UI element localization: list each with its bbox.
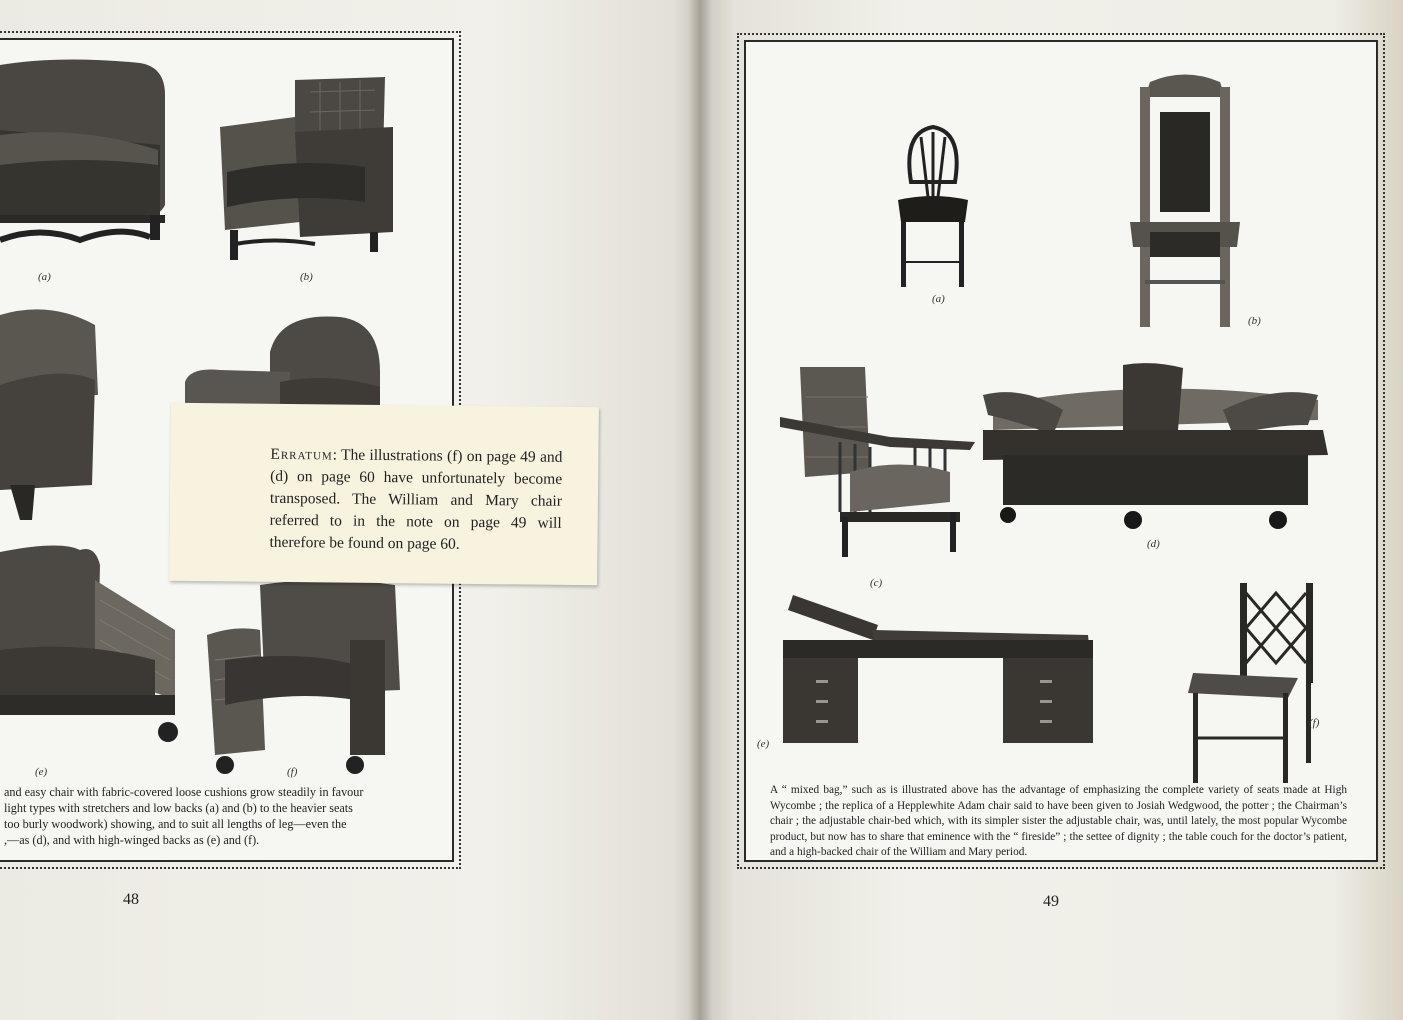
figure-sofa-a [0, 55, 175, 255]
figure-wingchair-f [205, 580, 405, 775]
figure-adjustable-chair-c [780, 362, 975, 567]
erratum-heading: Erratum [270, 445, 333, 464]
figure-clubchair-d [180, 312, 385, 412]
left-caption-line-1: and easy chair with fabric-covered loose cushions grow steadily in favour [4, 785, 364, 799]
right-label-f: (f) [1309, 717, 1320, 729]
erratum-text [269, 444, 562, 557]
right-page-number: 49 [1043, 893, 1059, 910]
left-label-b: (b) [300, 271, 313, 283]
right-label-d: (d) [1147, 538, 1160, 550]
erratum-slip [169, 403, 599, 585]
left-caption-line-2: light types with stretchers and low backs (a) and (b) to the heavier seats [4, 801, 353, 815]
figure-armchair-b [215, 72, 395, 267]
figure-highback-chair-f [1188, 578, 1318, 788]
left-label-e: (e) [35, 766, 48, 778]
left-caption-line-3: too burly woodwork) showing, and to suit all lengths of leg—even the [4, 817, 347, 831]
figure-chairmans-chair-b [1125, 72, 1245, 337]
erratum-body: : The illustrations (f) on page 49 and (d) on page 60 have unfortunately become transposed. The William and Mary chair referred to in the note on page 49 will therefore be found on page 60. [269, 446, 563, 553]
left-caption-line-4: ,—as (d), and with high-winged backs as (e) and (f). [4, 833, 260, 847]
left-page-number: 48 [123, 891, 139, 908]
right-label-c: (c) [870, 577, 883, 589]
left-label-f: (f) [287, 766, 298, 778]
right-label-a: (a) [932, 293, 945, 305]
figure-wingchair-c [0, 305, 105, 525]
left-label-a: (a) [38, 271, 51, 283]
figure-hepplewhite-chair-a [893, 122, 973, 292]
right-label-e: (e) [757, 738, 770, 750]
right-caption: A “ mixed bag,” such as is illustrated above has the advantage of emphasizing the complete variety of seats made at High Wycombe ; the replica of a Hepplewhite Adam chair said to have been given to Josiah Wedgwood, the potter ; the Chairman’s chair ; the adjustable chair-bed which, with its simpler sister the adjustable chair, was, until lately, the most popular Wycombe product, but now has to share that eminence with the “ fireside” ; the settee of dignity ; the table couch for the doctor’s patient, and a high-backed chair of the William and Mary period. [770, 784, 1347, 858]
figure-settee-e [0, 540, 185, 745]
book-gutter [688, 0, 712, 1020]
right-page [700, 0, 1403, 1020]
figure-settee-d [983, 360, 1328, 535]
left-caption [4, 784, 420, 848]
right-label-b: (b) [1248, 315, 1261, 327]
figure-table-couch-e [778, 585, 1096, 755]
